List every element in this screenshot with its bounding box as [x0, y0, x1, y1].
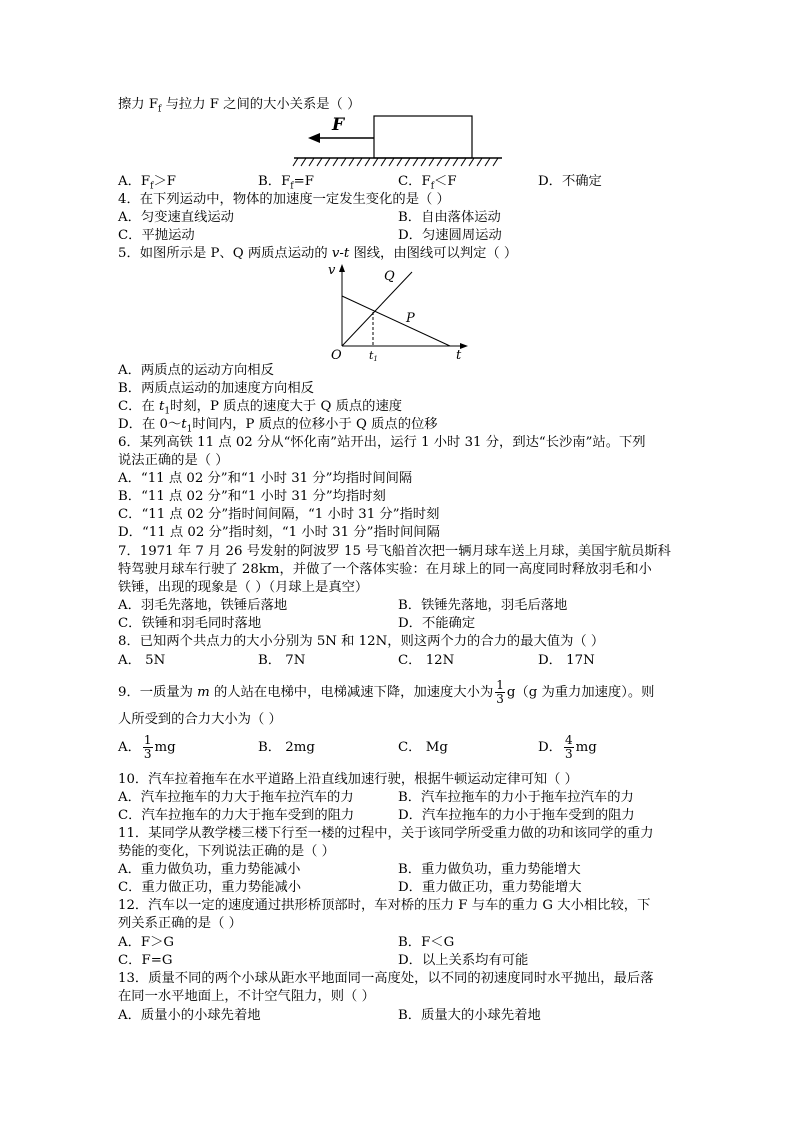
q10-option-d[interactable]: D．汽车拉拖车的力小于拖车受到的阻力 — [398, 808, 635, 823]
q4-option-b[interactable]: B．自由落体运动 — [398, 210, 501, 225]
q8-option-b[interactable]: B． 7N — [258, 653, 306, 668]
q7-option-b[interactable]: B．铁锤先落地，羽毛后落地 — [398, 598, 568, 613]
q9-stem-line1: 9．一质量为 m 的人站在电梯中，电梯减速下降，加速度大小为 $\frac{1}{3}$ g（g 为重力加速度）。则 — [118, 678, 655, 706]
q3-option-d[interactable]: D．不确定 — [538, 174, 602, 189]
q8-option-c[interactable]: C． 12N — [398, 653, 455, 668]
q6-option-b[interactable]: B．“11 点 02 分”和“1 小时 31 分”均指时刻 — [118, 489, 386, 504]
q5-vt-graph — [326, 262, 476, 362]
origin-label: O — [331, 348, 342, 362]
label-q: Q — [384, 269, 395, 284]
q5-option-c[interactable]: C．在 $t_1$时刻，P 质点的速度大于 Q 质点的速度 — [118, 399, 403, 417]
q12-option-b[interactable]: B．F＜G — [398, 935, 455, 950]
q7-option-a[interactable]: A．羽毛先落地，铁锤后落地 — [118, 598, 288, 613]
q6-stem-line2: 说法正确的是（ ） — [118, 453, 229, 468]
q5-option-b[interactable]: B．两质点运动的加速度方向相反 — [118, 381, 314, 396]
axis-v-label: v — [328, 263, 336, 278]
line-p — [342, 296, 450, 346]
force-label: F — [332, 115, 345, 135]
q11-option-c[interactable]: C．重力做正功，重力势能减小 — [118, 880, 302, 895]
q8-option-d[interactable]: D． 17N — [538, 653, 595, 668]
q9-option-b[interactable]: B． 2mg — [258, 740, 315, 755]
q7-option-c[interactable]: C．铁锤和羽毛同时落地 — [118, 616, 262, 631]
q6-option-a[interactable]: A．“11 点 02 分”和“1 小时 31 分”均指时间间隔 — [118, 471, 413, 486]
q5-option-a[interactable]: A．两质点的运动方向相反 — [118, 363, 274, 378]
q12-option-d[interactable]: D．以上关系均有可能 — [398, 953, 529, 968]
q6-stem-line1: 6．某列高铁 11 点 02 分从“怀化南”站开出，运行 1 小时 31 分，到达“长沙南”站。下列 — [118, 435, 646, 450]
q7-stem-line3: 铁锤，出现的现象是（ ）（月球上是真空） — [118, 580, 369, 595]
block — [374, 116, 472, 158]
q7-stem-line2: 特驾驶月球车行驶了 28km，并做了一个落体实验：在月球上的同一高度同时释放羽毛和小 — [118, 562, 652, 577]
q5-option-d[interactable]: D．在 $0\sim t_1$时间内，P 质点的位移小于 Q 质点的位移 — [118, 417, 438, 435]
q5-stem: 5．如图所示是 P、Q 两质点运动的 v-t 图线，由图线可以判定（ ） — [118, 246, 518, 261]
q10-option-c[interactable]: C．汽车拉拖车的力大于拖车受到的阻力 — [118, 808, 355, 823]
q13-option-b[interactable]: B．质量大的小球先着地 — [398, 1008, 541, 1023]
q3-option-b[interactable]: B．$F_f=F$ — [258, 174, 315, 192]
axis-t-label: t — [456, 348, 462, 362]
q9-stem-line2: 人所受到的合力大小为（ ） — [118, 712, 282, 727]
q3-stem: 擦力 $F_f$ 与拉力 F 之间的大小关系是（ ） — [118, 97, 361, 115]
q12-stem-line2: 列关系正确的是（ ） — [118, 916, 242, 931]
q7-option-d[interactable]: D．不能确定 — [398, 616, 476, 631]
q13-option-a[interactable]: A．质量小的小球先着地 — [118, 1008, 261, 1023]
q9-option-a[interactable]: A． $\frac{1}{3}$ mg — [118, 733, 176, 761]
q3-option-a[interactable]: A．$F_f>F$ — [118, 174, 177, 192]
q12-option-c[interactable]: C．F=G — [118, 953, 173, 968]
q9-option-d[interactable]: D． $\frac{4}{3}$ mg — [538, 733, 597, 761]
q11-stem-line2: 势能的变化，下列说法正确的是（ ） — [118, 844, 335, 859]
q13-stem-line1: 13．质量不同的两个小球从距水平地面同一高度处，以不同的初速度同时水平抛出，最后落 — [118, 971, 654, 986]
q10-stem: 10．汽车拉着拖车在水平道路上沿直线加速行驶，根据牛顿运动定律可知（ ） — [118, 772, 578, 787]
q8-stem: 8．已知两个共点力的大小分别为 5N 和 12N，则这两个力的合力的最大值为（ ） — [118, 634, 605, 649]
q9-fraction: $\frac{1}{3}$ — [496, 678, 504, 706]
q4-option-d[interactable]: D．匀速圆周运动 — [398, 228, 502, 243]
q11-option-d[interactable]: D．重力做正功，重力势能增大 — [398, 880, 582, 895]
q11-option-a[interactable]: A．重力做负功，重力势能减小 — [118, 862, 301, 877]
ground-hatch — [293, 158, 498, 166]
q3-force-figure — [290, 110, 510, 172]
q4-stem: 4．在下列运动中，物体的加速度一定发生变化的是（ ） — [118, 192, 450, 207]
q12-option-a[interactable]: A．F＞G — [118, 935, 175, 950]
q11-stem-line1: 11．某同学从教学楼三楼下行至一楼的过程中，关于该同学所受重力做的功和该同学的重力 — [118, 826, 654, 841]
q8-option-a[interactable]: A． 5N — [118, 653, 166, 668]
q11-option-b[interactable]: B．重力做负功，重力势能增大 — [398, 862, 581, 877]
t1-label: t1 — [369, 349, 378, 362]
force-arrow-head — [308, 133, 320, 143]
q6-option-c[interactable]: C．“11 点 02 分”指时间间隔，“1 小时 31 分”指时刻 — [118, 507, 440, 522]
q13-stem-line2: 在同一水平地面上，不计空气阻力，则（ ） — [118, 989, 375, 1004]
q12-stem-line1: 12．汽车以一定的速度通过拱形桥顶部时，车对桥的压力 F 与车的重力 G 大小相比较，下 — [118, 898, 651, 913]
q7-stem-line1: 7．1971 年 7 月 26 号发射的阿波罗 15 号飞船首次把一辆月球车送上月球，美国宇航员斯科 — [118, 544, 671, 559]
q4-option-c[interactable]: C．平抛运动 — [118, 228, 195, 243]
q10-option-b[interactable]: B．汽车拉拖车的力小于拖车拉汽车的力 — [398, 790, 634, 805]
q10-option-a[interactable]: A．汽车拉拖车的力大于拖车拉汽车的力 — [118, 790, 354, 805]
v-axis-arrow — [339, 264, 345, 272]
q4-option-a[interactable]: A．匀变速直线运动 — [118, 210, 234, 225]
q9-option-c[interactable]: C． Mg — [398, 740, 448, 755]
q3-option-c[interactable]: C．$F_f<F$ — [398, 174, 457, 192]
label-p: P — [406, 311, 415, 326]
line-q — [342, 272, 412, 346]
q6-option-d[interactable]: D．“11 点 02 分”指时刻，“1 小时 31 分”指时间间隔 — [118, 525, 440, 540]
